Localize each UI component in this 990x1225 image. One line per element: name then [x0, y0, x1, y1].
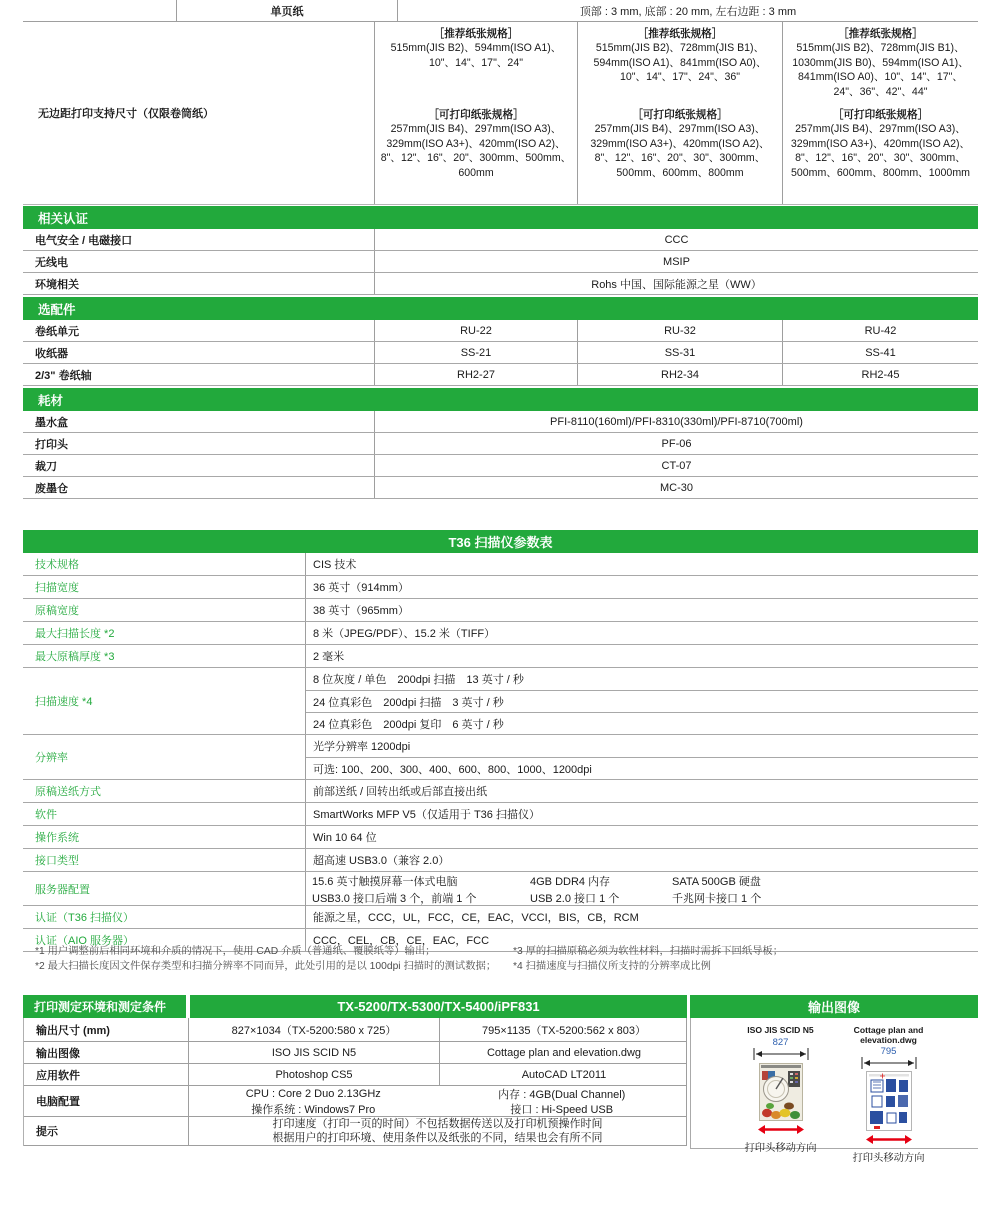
sheet-margins-cell: 顶部 : 3 mm, 底部 : 20 mm, 左右边距 : 3 mm [397, 0, 978, 21]
row-label: 最大扫描长度 *2 [35, 628, 115, 640]
row-value: RH2-45 [782, 364, 978, 385]
note-line: 根据用户的打印环境、使用条件以及纸张的不同，结果也会有所不同 [272, 1132, 603, 1144]
row-value: RU-32 [577, 320, 782, 341]
recommended-sizes: 515mm(JIS B2)、728mm(JIS B1)、594mm(ISO A1)、841mm(ISO A0)、10"、14"、17"、24"、36" [593, 42, 767, 84]
section-header-certifications: 相关认证 [23, 206, 978, 229]
row-label: 软件 [35, 809, 57, 821]
pc-config-cell: CPU : Core 2 Duo 2.13GHz [245, 1088, 381, 1100]
scanner-table-header: T36 扫描仪参数表 [23, 530, 978, 553]
row-value: MSIP [374, 251, 978, 272]
pc-config-cell: 接口 : Hi-Speed USB [510, 1104, 614, 1116]
row-label: 2/3" 卷纸轴 [35, 369, 92, 382]
recommended-title: ［推荐纸张规格］ [433, 28, 519, 40]
figure-caption: Cottage plan and elevation.dwg [853, 1025, 924, 1045]
server-config-cell: 4GB DDR4 内存 [530, 875, 611, 888]
row-label: 墨水盒 [35, 416, 68, 429]
row-label: 原稿送纸方式 [35, 786, 101, 798]
footnote: *3 厚的扫描原稿必须为软性材料，扫描时需拆下回纸导板； [513, 946, 784, 957]
row-value: MC-30 [374, 477, 978, 498]
row-value: 827×1034（TX-5200:580 x 725） [188, 1018, 439, 1041]
row-value: CIS 技术 [313, 559, 357, 571]
printable-sizes: 257mm(JIS B4)、297mm(ISO A3)、329mm(ISO A3+)、420mm(ISO A2)、8"、12"、16"、20"、30"、300mm、500mm、600mm、800mm [590, 123, 770, 179]
row-value: RU-42 [782, 320, 978, 341]
row-value: CT-07 [374, 455, 978, 476]
borderless-sizes-row [23, 22, 978, 205]
table-row [23, 320, 978, 342]
server-config-cell: 15.6 英寸触摸屏幕一体式电脑 [312, 875, 458, 888]
paper-sizes-col-2 [577, 22, 782, 204]
row-value: Photoshop CS5 [188, 1064, 439, 1085]
printable-block [583, 108, 777, 180]
table-row [23, 826, 978, 849]
row-value: 能源之星，CCC，UL，FCC，CE，EAC，VCCI，BIS，CB，RCM [313, 912, 639, 924]
table-row [23, 803, 978, 826]
note-line: 打印速度（打印一页的时间）不包括数据传送以及打印机预操作时间 [272, 1118, 603, 1130]
row-value: RH2-27 [374, 364, 577, 385]
width-dimension-label: 827 [772, 1036, 789, 1048]
row-label: 废墨仓 [35, 482, 68, 495]
dimension-arrow-icon [861, 1057, 917, 1072]
print-head-direction-arrow-icon [757, 1124, 805, 1138]
recommended-sizes: 515mm(JIS B2)、594mm(ISO A1)、10"、14"、17"、24" [390, 42, 562, 69]
table-row [23, 599, 978, 622]
footnote: *1 用户调整前后相同环境和介质的情况下，使用 CAD 介质（普通纸、覆膜纸等）输出； [35, 946, 436, 957]
pc-config-cell: 操作系统 : Windows7 Pro [251, 1104, 376, 1116]
row-label: 技术规格 [35, 559, 79, 571]
server-config-cell: SATA 500GB 硬盘 [672, 875, 761, 888]
row-value: SS-41 [782, 342, 978, 363]
measurement-table [23, 995, 687, 1149]
row-value: Win 10 64 位 [313, 832, 377, 844]
figure-caption: ISO JIS SCID N5 [747, 1025, 814, 1035]
table-row [23, 849, 978, 872]
printable-title: ［可打印纸张规格］ [428, 109, 524, 121]
table-row [24, 1018, 686, 1042]
row-value: 795×1135（TX-5200:562 x 803） [439, 1018, 688, 1041]
table-row [24, 1064, 686, 1086]
cottage-plan-thumbnail [866, 1071, 912, 1134]
scid-n5-thumbnail [759, 1063, 803, 1124]
row-label: 最大原稿厚度 *3 [35, 651, 115, 663]
table-row [23, 364, 978, 386]
printable-block [788, 108, 973, 180]
row-value: 2 毫米 [313, 651, 345, 663]
row-label: 输出图像 [36, 1047, 80, 1060]
row-value: 8 位灰度 / 单色 200dpi 扫描 13 英寸 / 秒 [313, 674, 524, 686]
measurement-header-models: TX-5200/TX-5300/TX-5400/iPF831 [190, 995, 687, 1018]
row-label: 裁刀 [35, 460, 57, 473]
row-value: 36 英寸（914mm） [313, 582, 409, 594]
footnote: *4 扫描速度与扫描仪所支持的分辨率成比例 [513, 961, 711, 972]
table-row [23, 342, 978, 364]
empty-cell [23, 0, 176, 21]
server-config-cell: 千兆网卡接口 1 个 [672, 892, 762, 905]
row-label: 无线电 [35, 256, 68, 269]
row-label: 输出尺寸 (mm) [36, 1024, 110, 1037]
measurement-header-label: 打印测定环境和测定条件 [23, 995, 186, 1018]
table-row [23, 576, 978, 599]
footnote: *2 最大扫描长度因文件保存类型和扫描分辨率不同而异，此处引用的是以 100dpi 扫描时的测试数据； [35, 961, 497, 972]
row-label: 接口类型 [35, 855, 79, 867]
row-label: 收纸器 [35, 347, 68, 360]
row-value: RU-22 [374, 320, 577, 341]
direction-caption: 打印头移动方向 [744, 1142, 817, 1154]
consumables-table [23, 411, 978, 499]
row-value: 可选: 100、200、300、400、600、800、1000、1200dpi [306, 757, 978, 779]
row-value: 38 英寸（965mm） [313, 605, 409, 617]
table-row [23, 906, 978, 929]
section-header-consumables: 耗材 [23, 388, 978, 411]
row-label: 扫描速度 *4 [35, 696, 93, 708]
pc-config-line [189, 1086, 686, 1101]
recommended-title: ［推荐纸张规格］ [838, 28, 923, 40]
table-row [23, 553, 978, 576]
borderless-sizes-label: 无边距打印支持尺寸（仅限卷筒纸） [38, 108, 214, 120]
server-config-cell: USB 2.0 接口 1 个 [530, 892, 620, 905]
printable-sizes: 257mm(JIS B4)、297mm(ISO A3)、329mm(ISO A3+)、420mm(ISO A2)、8"、12"、16"、20"、30"、300mm、500mm、600mm、800mm、1000mm [790, 123, 971, 179]
row-label: 提示 [36, 1126, 58, 1138]
row-value: 光学分辨率 1200dpi [313, 741, 411, 753]
measurement-header [23, 995, 687, 1018]
figure-scid-n5 [735, 1025, 827, 1154]
row-label: 电脑配置 [36, 1096, 80, 1108]
server-config-line [306, 889, 978, 906]
table-row [23, 273, 978, 295]
row-value: RH2-34 [577, 364, 782, 385]
row-value: 超高速 USB3.0（兼容 2.0） [313, 855, 450, 867]
recommended-title: ［推荐纸张规格］ [637, 28, 723, 40]
paper-sizes-col-3 [782, 22, 978, 204]
table-row [24, 1042, 686, 1064]
printable-block [380, 108, 572, 180]
output-images-panel [690, 995, 978, 1164]
table-row [23, 622, 978, 645]
paper-spec-table [23, 0, 978, 205]
row-label: 电气安全 / 电磁接口 [35, 234, 133, 247]
row-value: SmartWorks MFP V5（仅适用于 T36 扫描仪） [313, 809, 540, 821]
row-value: AutoCAD LT2011 [439, 1064, 688, 1085]
figure-cottage-plan [843, 1025, 935, 1164]
row-value: Cottage plan and elevation.dwg [439, 1042, 688, 1063]
paper-sizes-col-1 [374, 22, 577, 204]
printable-title: ［可打印纸张规格］ [832, 109, 929, 121]
certifications-table [23, 229, 978, 295]
row-value: SS-21 [374, 342, 577, 363]
width-dimension-label: 795 [880, 1046, 897, 1057]
table-row-pc-config [24, 1086, 686, 1117]
table-row [23, 477, 978, 499]
row-label: 打印头 [35, 438, 68, 451]
section-header-options: 选配件 [23, 297, 978, 320]
table-row [23, 433, 978, 455]
direction-caption: 打印头移动方向 [852, 1153, 925, 1164]
server-config-line [306, 872, 978, 889]
pc-config-cell: 内存 : 4GB(Dual Channel) [498, 1089, 626, 1101]
row-value: PF-06 [374, 433, 978, 454]
row-label: 扫描宽度 [35, 582, 79, 594]
row-value: PFI-8110(160ml)/PFI-8310(330ml)/PFI-8710(700ml) [374, 411, 978, 432]
spec-sheet [23, 0, 978, 1225]
printable-sizes: 257mm(JIS B4)、297mm(ISO A3)、329mm(ISO A3+)、420mm(ISO A2)、8"、12"、16"、20"、300mm、500mm、600mm [380, 123, 572, 179]
scanner-table [23, 553, 978, 952]
footnotes [23, 944, 978, 974]
row-value: ISO JIS SCID N5 [188, 1042, 439, 1063]
row-value: 24 位真彩色 200dpi 复印 6 英寸 / 秒 [306, 712, 978, 734]
table-row [23, 455, 978, 477]
row-value: SS-31 [577, 342, 782, 363]
row-value: Rohs 中国、国际能源之星（WW） [374, 273, 978, 294]
row-value: CCC [374, 229, 978, 250]
row-label: 服务器配置 [35, 884, 90, 896]
table-row-note [24, 1117, 686, 1146]
table-row-resolution [23, 735, 978, 780]
table-row [23, 645, 978, 668]
table-row-scan-speed [23, 668, 978, 735]
row-value: CCC，CEL，CB，CE，EAC，FCC [313, 935, 490, 947]
table-row [23, 411, 978, 433]
row-label: 认证（T36 扫描仪） [35, 912, 135, 924]
sheet-type-cell: 单页纸 [176, 0, 397, 21]
row-label: 操作系统 [35, 832, 79, 844]
row-label: 卷纸单元 [35, 325, 79, 338]
row-label: 原稿宽度 [35, 605, 79, 617]
recommended-sizes: 515mm(JIS B2)、728mm(JIS B1)、1030mm(JIS B0)、594mm(ISO A1)、841mm(ISO A0)、10"、14"、17"、24"、36"、42"、44" [792, 42, 969, 98]
printable-title: ［可打印纸张规格］ [632, 109, 728, 121]
measurement-section [23, 995, 978, 1164]
pc-config-line [189, 1101, 686, 1116]
server-config-cell: USB3.0 接口后端 3 个，前端 1 个 [312, 892, 477, 905]
row-value: 24 位真彩色 200dpi 扫描 3 英寸 / 秒 [306, 690, 978, 712]
row-value: 前部送纸 / 回转出纸或后部直接出纸 [313, 786, 488, 798]
options-table [23, 320, 978, 386]
table-row [23, 229, 978, 251]
dimension-arrow-icon [753, 1048, 809, 1063]
row-label: 认证（AIO 服务器） [35, 935, 135, 947]
table-row-server-config [23, 872, 978, 906]
table-row [23, 251, 978, 273]
row-label: 应用软件 [36, 1069, 80, 1082]
row-label: 环境相关 [35, 278, 79, 291]
table-row [23, 780, 978, 803]
print-head-direction-arrow-icon [865, 1134, 913, 1148]
row-label: 分辨率 [35, 752, 68, 764]
row-value: 8 米（JPEG/PDF）、15.2 米（TIFF） [313, 628, 496, 640]
sheet-margin-row [23, 0, 978, 22]
output-images-header: 输出图像 [690, 995, 978, 1018]
